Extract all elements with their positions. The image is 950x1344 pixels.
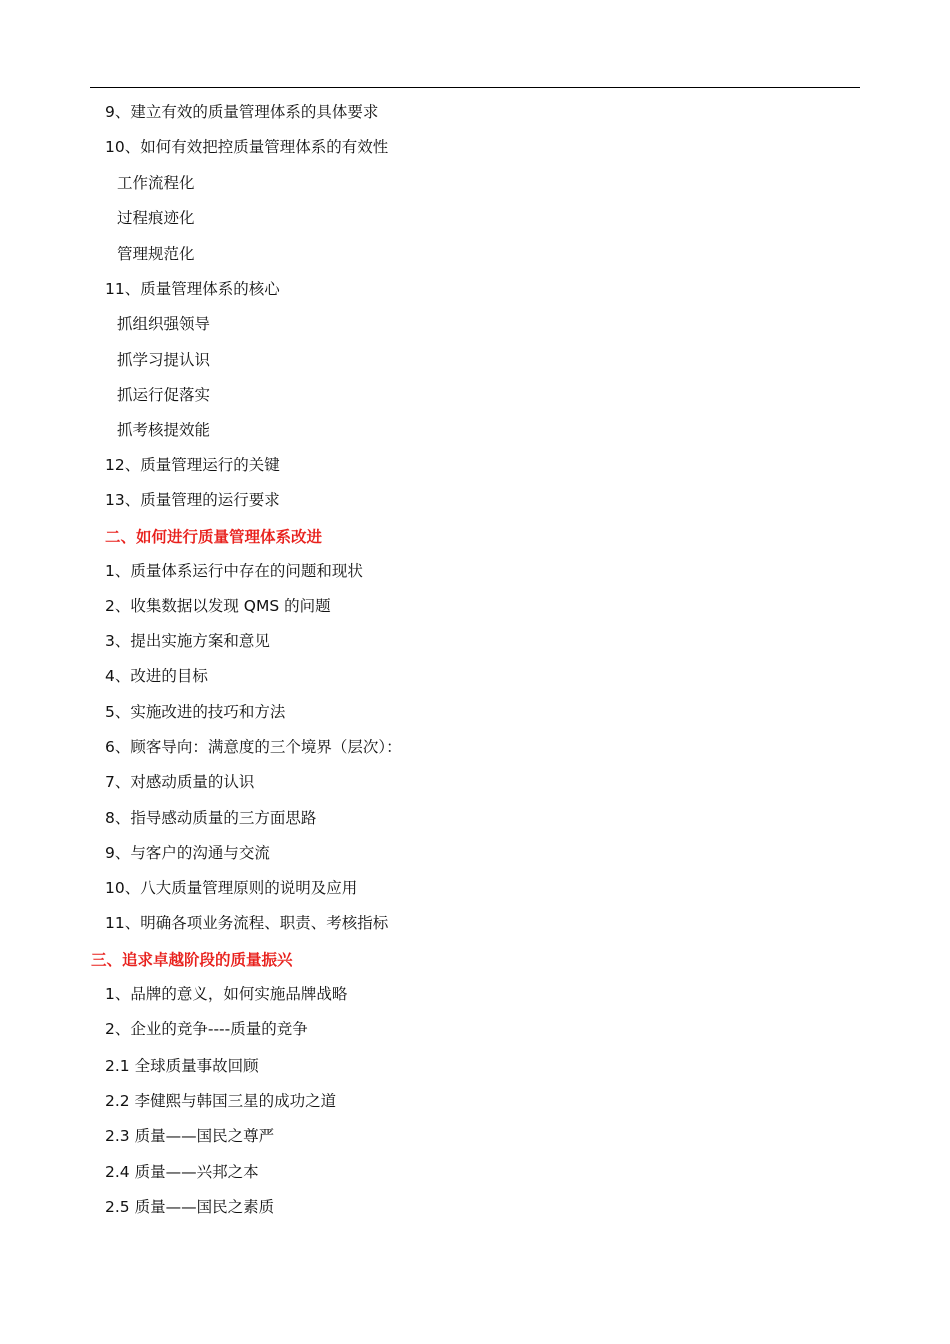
outline-subitem: 管理规范化	[117, 245, 195, 263]
outline-item: 4、改进的目标	[105, 667, 208, 685]
outline-item: 9、建立有效的质量管理体系的具体要求	[105, 103, 379, 121]
outline-subitem: 抓运行促落实	[117, 386, 211, 404]
outline-item: 11、明确各项业务流程、职责、考核指标	[105, 914, 389, 932]
outline-item: 2.2 李健熙与韩国三星的成功之道	[105, 1092, 337, 1110]
outline-item: 2、企业的竞争----质量的竞争	[105, 1020, 308, 1038]
outline-item: 10、八大质量管理原则的说明及应用	[105, 879, 358, 897]
outline-item: 1、品牌的意义，如何实施品牌战略	[105, 985, 348, 1003]
outline-item: 13、质量管理的运行要求	[105, 491, 280, 509]
outline-item: 1、质量体系运行中存在的问题和现状	[105, 562, 363, 580]
outline-subitem: 抓学习提认识	[117, 351, 211, 369]
outline-item: 8、指导感动质量的三方面思路	[105, 809, 317, 827]
outline-item: 10、如何有效把控质量管理体系的有效性	[105, 138, 389, 156]
header-rule	[90, 87, 860, 88]
outline-subitem: 工作流程化	[117, 174, 195, 192]
outline-item: 9、与客户的沟通与交流	[105, 844, 270, 862]
outline-item: 11、质量管理体系的核心	[105, 280, 280, 298]
outline-subitem: 过程痕迹化	[117, 209, 195, 227]
section-heading: 三、追求卓越阶段的质量振兴	[91, 951, 293, 969]
outline-item: 2.3 质量——国民之尊严	[105, 1127, 275, 1145]
outline-item: 2.1 全球质量事故回顾	[105, 1057, 259, 1075]
section-heading: 二、如何进行质量管理体系改进	[105, 528, 323, 546]
outline-item: 2.5 质量——国民之素质	[105, 1198, 275, 1216]
outline-item: 3、提出实施方案和意见	[105, 632, 270, 650]
outline-subitem: 抓组织强领导	[117, 315, 211, 333]
outline-item: 2、收集数据以发现 QMS 的问题	[105, 597, 331, 615]
outline-item: 12、质量管理运行的关键	[105, 456, 280, 474]
outline-item: 7、对感动质量的认识	[105, 773, 255, 791]
outline-subitem: 抓考核提效能	[117, 421, 211, 439]
outline-item: 2.4 质量——兴邦之本	[105, 1163, 259, 1181]
outline-item: 6、顾客导向：满意度的三个境界（层次）：	[105, 738, 402, 756]
outline-item: 5、实施改进的技巧和方法	[105, 703, 286, 721]
